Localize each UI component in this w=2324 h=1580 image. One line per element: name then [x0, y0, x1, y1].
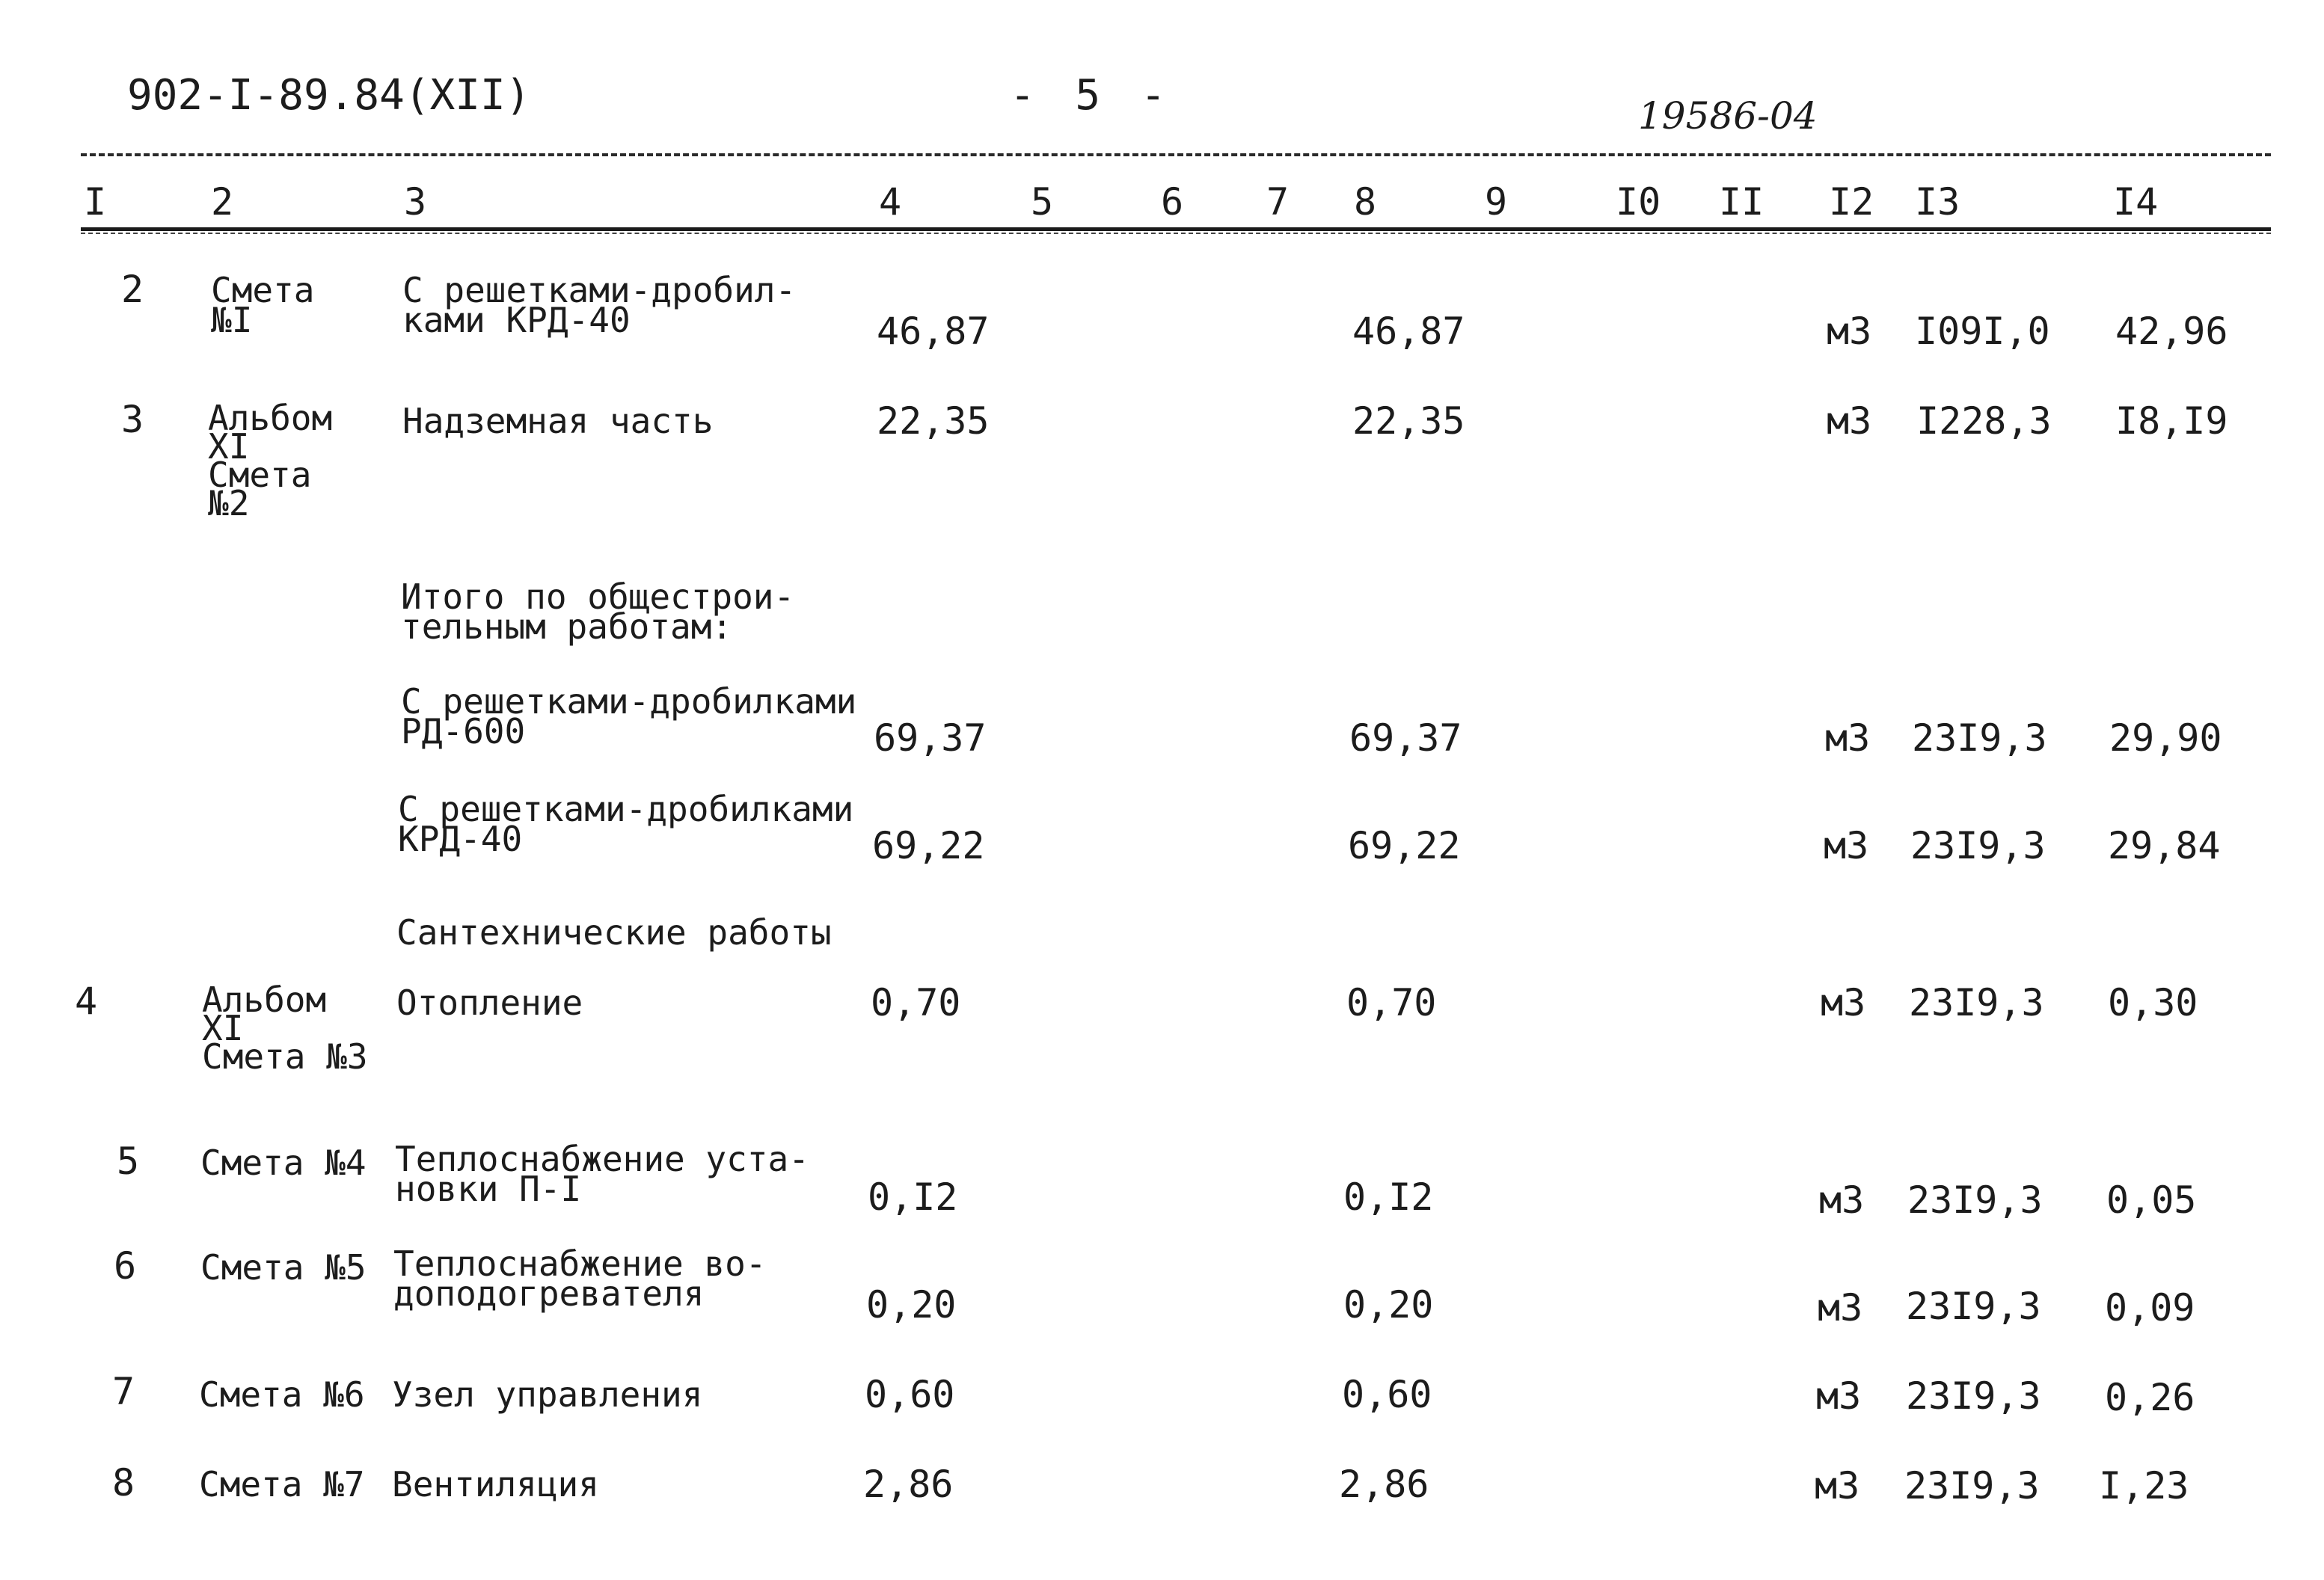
row-col14-value: 29,90 [2109, 716, 2222, 760]
row-description: С решетками-дробилками КРД-40 [398, 789, 854, 859]
row-number: 3 [121, 398, 144, 441]
row-col4-value: 0,70 [871, 981, 961, 1024]
row-col8-value: 0,I2 [1343, 1175, 1434, 1219]
col-header-14: I4 [2113, 180, 2159, 224]
col-header-4: 4 [879, 180, 902, 224]
col-header-11: II [1719, 180, 1765, 224]
row-number: 8 [112, 1461, 135, 1504]
row-unit: м3 [1818, 1286, 1863, 1330]
row-col13-value: 23I9,3 [1907, 1178, 2043, 1222]
row-col8-value: 22,35 [1352, 399, 1465, 443]
header-rule-bottom-dashed [81, 233, 2271, 234]
row-col4-value: 2,86 [863, 1463, 954, 1506]
row-col14-value: 29,84 [2108, 824, 2221, 867]
row-unit: м3 [1816, 1374, 1862, 1418]
row-description: Узел управления [392, 1374, 703, 1415]
row-col13-value: 23I9,3 [1910, 824, 2046, 867]
row-col14-value: 0,30 [2108, 981, 2198, 1024]
row-unit: м3 [1827, 399, 1872, 443]
col-header-2: 2 [211, 180, 234, 224]
row-col13-value: 23I9,3 [1909, 981, 2044, 1024]
row-col14-value: I8,I9 [2115, 399, 2228, 443]
row-number: 6 [114, 1244, 137, 1288]
row-description: С решетками-дробил- ками КРД-40 [402, 270, 797, 340]
col-header-5: 5 [1031, 180, 1054, 224]
row-reference: Смета №4 [200, 1143, 367, 1183]
row-col13-value: I09I,0 [1915, 310, 2050, 353]
row-col13-value: I228,3 [1916, 399, 2052, 443]
row-description: Отопление [396, 983, 583, 1023]
col-header-6: 6 [1161, 180, 1184, 224]
row-col4-value: 0,60 [865, 1373, 955, 1416]
row-reference: Смета №7 [199, 1464, 365, 1504]
row-col4-value: 69,37 [874, 716, 987, 760]
section-heading: Сантехнические работы [396, 912, 832, 953]
row-description: Надземная часть [402, 401, 714, 441]
row-col13-value: 23I9,3 [1904, 1464, 2040, 1507]
col-header-1: I [84, 180, 107, 224]
row-reference: Альбом XI Смета №3 [202, 980, 368, 1077]
row-col8-value: 0,20 [1343, 1283, 1434, 1327]
row-unit: м3 [1819, 1178, 1865, 1222]
row-description: Теплоснабжение во- доподогревателя [393, 1244, 767, 1314]
row-number: 5 [117, 1140, 140, 1183]
row-description: Вентиляция [392, 1464, 599, 1504]
row-col8-value: 69,22 [1348, 824, 1461, 867]
row-reference: Альбом XI Смета №2 [208, 398, 333, 523]
row-col13-value: 23I9,3 [1906, 1285, 2041, 1328]
row-col14-value: 42,96 [2115, 310, 2228, 353]
row-col4-value: 69,22 [872, 824, 985, 867]
row-reference: Смета №I [211, 270, 315, 340]
document-code: 902-I-89.84(XII) [127, 71, 531, 120]
row-number: 2 [121, 268, 144, 311]
row-reference: Смета №5 [200, 1247, 367, 1288]
row-number: 7 [112, 1370, 135, 1413]
row-col8-value: 0,60 [1342, 1373, 1432, 1416]
row-col4-value: 0,20 [866, 1283, 957, 1327]
header-rule-bottom [81, 227, 2271, 231]
col-header-8: 8 [1354, 180, 1377, 224]
row-unit: м3 [1827, 310, 1872, 353]
row-number: 4 [75, 980, 98, 1023]
row-col8-value: 69,37 [1349, 716, 1462, 760]
row-col14-value: 0,26 [2105, 1376, 2195, 1419]
row-col14-value: 0,05 [2106, 1178, 2197, 1222]
subtotal-heading: Итого по общестрои- тельным работам: [401, 577, 795, 647]
row-col4-value: 46,87 [877, 310, 990, 353]
col-header-7: 7 [1266, 180, 1290, 224]
row-unit: м3 [1825, 716, 1871, 760]
row-description: Теплоснабжение уста- новки П-I [395, 1139, 809, 1209]
row-col8-value: 46,87 [1352, 310, 1465, 353]
row-unit: м3 [1815, 1464, 1860, 1507]
col-header-13: I3 [1915, 180, 1960, 224]
row-reference: Смета №6 [199, 1374, 365, 1415]
col-header-3: 3 [404, 180, 427, 224]
col-header-9: 9 [1485, 180, 1508, 224]
row-col4-value: 22,35 [877, 399, 990, 443]
archive-number: 19586-04 [1638, 94, 1818, 138]
row-col8-value: 0,70 [1346, 981, 1437, 1024]
row-col8-value: 2,86 [1339, 1463, 1429, 1506]
row-unit: м3 [1821, 981, 1866, 1024]
row-description: С решетками-дробилками РД-600 [401, 681, 857, 751]
row-col13-value: 23I9,3 [1912, 716, 2047, 760]
col-header-10: I0 [1616, 180, 1661, 224]
page-number: - 5 - [1010, 71, 1166, 120]
row-unit: м3 [1824, 824, 1869, 867]
col-header-12: I2 [1829, 180, 1874, 224]
row-col13-value: 23I9,3 [1906, 1374, 2041, 1418]
header-rule-top [81, 153, 2271, 156]
row-col4-value: 0,I2 [868, 1175, 958, 1219]
row-col14-value: I,23 [2099, 1464, 2189, 1507]
row-col14-value: 0,09 [2105, 1286, 2195, 1330]
